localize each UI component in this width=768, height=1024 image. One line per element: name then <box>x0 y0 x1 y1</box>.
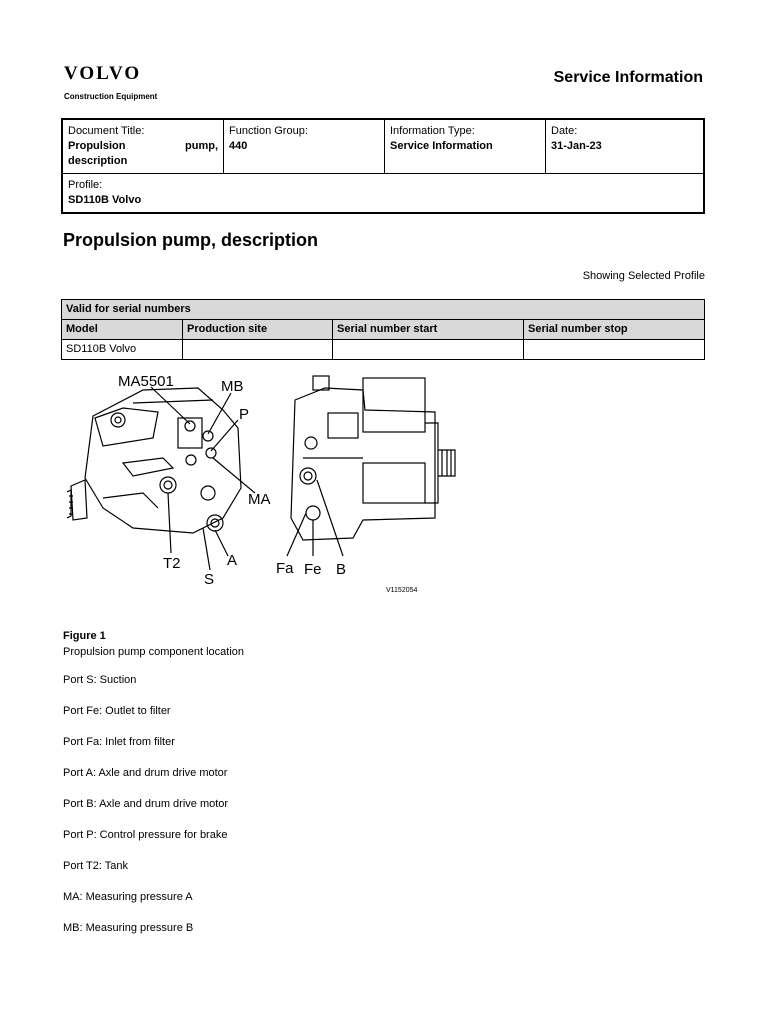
profile-label: Profile: <box>68 179 103 191</box>
brand-subtitle: Construction Equipment <box>64 92 158 101</box>
column-header-production-site: Production site <box>183 320 333 340</box>
list-item: Port B: Axle and drum drive motor <box>63 798 229 810</box>
function-group-cell <box>224 119 385 174</box>
doc-title-value <box>68 139 218 154</box>
function-group-label: Function Group: <box>229 125 308 137</box>
cell-serial-stop <box>524 340 705 360</box>
label-mb: MB <box>221 378 244 395</box>
date-label: Date: <box>551 125 578 137</box>
list-item: Port P: Control pressure for brake <box>63 829 228 841</box>
figure-caption <box>63 628 244 660</box>
doc-title-word-3: description <box>68 155 128 167</box>
info-type-cell <box>385 119 546 174</box>
label-t2: T2 <box>163 555 181 572</box>
list-item: Port Fe: Outlet to filter <box>63 705 171 717</box>
label-s: S <box>204 571 215 588</box>
cell-model: SD110B Volvo <box>62 340 183 360</box>
info-type-value: Service Information <box>390 140 493 152</box>
label-b: B <box>336 561 347 578</box>
service-information-title: Service Information <box>553 69 703 86</box>
list-item: Port T2: Tank <box>63 860 129 872</box>
serial-section-title: Valid for serial numbers <box>62 300 705 320</box>
image-code: V1152054 <box>386 587 418 594</box>
pump-left-view <box>67 388 241 533</box>
column-header-serial-stop: Serial number stop <box>524 320 705 340</box>
profile-cell <box>62 174 704 214</box>
list-item: Port A: Axle and drum drive motor <box>63 767 228 779</box>
figure-title: Figure 1 <box>63 630 106 642</box>
brand-wordmark: VOLVO <box>64 63 142 84</box>
doc-title-word-1: Propulsion <box>68 140 126 152</box>
label-a: A <box>227 552 238 569</box>
doc-title-label: Document Title: <box>68 125 145 137</box>
label-ma: MA <box>248 491 271 508</box>
info-type-label: Information Type: <box>390 125 475 137</box>
table-row <box>62 340 705 360</box>
cell-production-site <box>183 340 333 360</box>
volvo-logo <box>64 64 157 101</box>
pump-right-view <box>291 376 455 540</box>
function-group-value: 440 <box>229 140 248 152</box>
list-item: Port Fa: Inlet from filter <box>63 736 175 748</box>
label-p: P <box>239 406 250 423</box>
list-item: Port S: Suction <box>63 674 137 686</box>
profile-note: Showing Selected Profile <box>582 270 705 282</box>
figure-description: Propulsion pump component location <box>63 646 245 658</box>
label-fa: Fa <box>276 560 294 577</box>
page-title: Propulsion pump, description <box>63 230 319 250</box>
doc-title-word-2: pump, <box>185 140 218 152</box>
column-header-serial-start: Serial number start <box>333 320 524 340</box>
label-fe: Fe <box>304 561 322 578</box>
serial-number-table <box>61 299 705 360</box>
list-item: MB: Measuring pressure B <box>63 922 194 934</box>
date-cell <box>546 119 705 174</box>
column-header-model: Model <box>62 320 183 340</box>
cell-serial-start <box>333 340 524 360</box>
date-value: 31-Jan-23 <box>551 140 602 152</box>
profile-value: SD110B Volvo <box>68 194 142 206</box>
document-meta-table <box>61 118 705 214</box>
port-list <box>63 674 228 953</box>
pump-diagram <box>63 368 473 598</box>
list-item: MA: Measuring pressure A <box>63 891 193 903</box>
doc-title-cell <box>62 119 224 174</box>
label-ma5501: MA5501 <box>118 373 174 390</box>
